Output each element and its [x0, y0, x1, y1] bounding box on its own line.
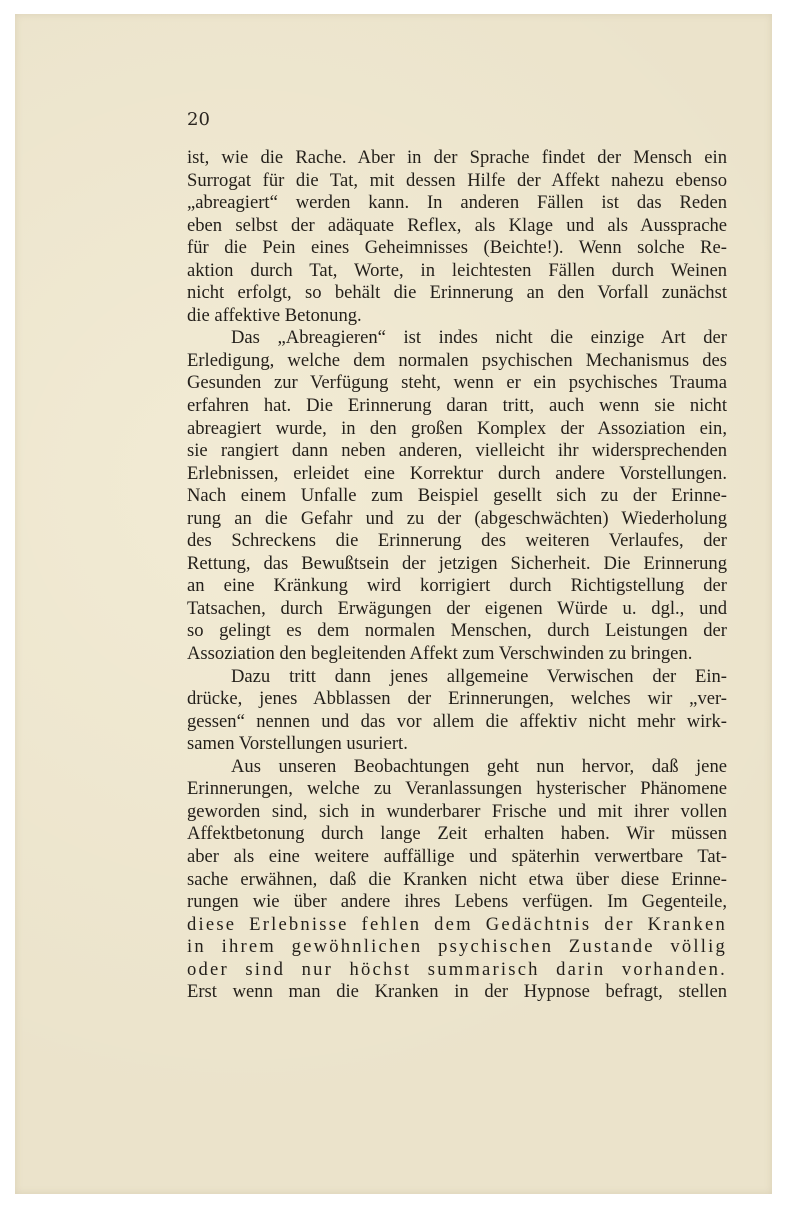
text-line: Nach einem Unfalle zum Beispiel gesellt sich zu der Erinne- [187, 485, 727, 507]
text-line: in ihrem gewöhnlichen psychischen Zustande völlig [187, 936, 727, 958]
text-line: Das „Abreagieren“ ist indes nicht die einzige Art der [231, 327, 727, 349]
text-line: Gesunden zur Verfügung steht, wenn er ein psychisches Trauma [187, 372, 727, 394]
text-line: drücke, jenes Abblassen der Erinnerungen, welches wir „ver- [187, 688, 727, 710]
text-line: des Schreckens die Erinnerung des weiteren Verlaufes, der [187, 530, 727, 552]
text-line: Tatsachen, durch Erwägungen der eigenen Würde u. dgl., und [187, 597, 727, 619]
text-line: so gelingt es dem normalen Menschen, durch Leistungen der [187, 620, 727, 642]
text-line: oder sind nur höchst summarisch darin vorhanden. [187, 958, 727, 980]
text-line: Erst wenn man die Kranken in der Hypnose befragt, stellen [187, 981, 727, 1003]
text-line: aktion durch Tat, Worte, in leichtesten Fällen durch Weinen [187, 259, 727, 281]
text-line: Assoziation den begleitenden Affekt zum Verschwinden zu bringen. [187, 643, 693, 665]
paragraph [187, 756, 727, 1004]
text-line: nicht erfolgt, so behält die Erinnerung an den Vorfall zunächst [187, 282, 727, 304]
paragraph [187, 327, 727, 665]
text-line: die affektive Betonung. [187, 304, 362, 326]
text-line: eben selbst der adäquate Reflex, als Klage und als Aussprache [187, 214, 727, 236]
text-line: sache erwähnen, daß die Kranken nicht etwa über diese Erinne- [187, 868, 727, 890]
text-line: samen Vorstellungen usuriert. [187, 733, 408, 755]
paragraph [187, 666, 727, 756]
text-line: Surrogat für die Tat, mit dessen Hilfe der Affekt nahezu ebenso [187, 169, 727, 191]
text-line: rungen wie über andere ihres Lebens verfügen. Im Gegenteile, [187, 891, 727, 913]
text-line: „abreagiert“ werden kann. In anderen Fällen ist das Reden [187, 192, 727, 214]
text-line: diese Erlebnisse fehlen dem Gedächtnis der Kranken [187, 913, 727, 935]
page-number: 20 [187, 109, 210, 130]
text-line: Erlebnissen, erleidet eine Korrektur durch andere Vorstellungen. [187, 462, 727, 484]
text-line: ist, wie die Rache. Aber in der Sprache findet der Mensch ein [187, 147, 727, 168]
text-line: geworden sind, sich in wunderbarer Frische und mit ihrer vollen [187, 800, 727, 822]
text-line: abreagiert wurde, in den großen Komplex der Assoziation ein, [187, 417, 727, 439]
text-line: gessen“ nennen und das vor allem die affektiv nicht mehr wirk- [187, 710, 727, 732]
text-line: rung an die Gefahr und zu der (abgeschwächten) Wiederholung [187, 507, 727, 529]
text-line: für die Pein eines Geheimnisses (Beichte!). Wenn solche Re- [187, 237, 727, 259]
text-line: Erinnerungen, welche zu Veranlassungen hysterischer Phänomene [187, 778, 727, 800]
paragraph [187, 147, 727, 327]
text-line: aber als eine weitere auffällige und späterhin verwertbare Tat- [187, 845, 727, 867]
text-line: an eine Kränkung wird korrigiert durch Richtigstellung der [187, 575, 727, 597]
text-line: Affektbetonung durch lange Zeit erhalten haben. Wir müssen [187, 823, 727, 845]
text-line: sie rangiert dann neben anderen, vielleicht ihr widersprechenden [187, 440, 727, 462]
text-line: Erledigung, welche dem normalen psychischen Mechanismus des [187, 349, 727, 371]
text-line: Dazu tritt dann jenes allgemeine Verwischen der Ein- [231, 665, 727, 687]
text-line: Aus unseren Beobachtungen geht nun hervor, daß jene [231, 755, 727, 777]
body-text [187, 147, 727, 1004]
book-page [15, 14, 772, 1194]
text-line: erfahren hat. Die Erinnerung daran tritt, auch wenn sie nicht [187, 395, 727, 417]
text-line: Rettung, das Bewußtsein der jetzigen Sicherheit. Die Erinnerung [187, 552, 727, 574]
